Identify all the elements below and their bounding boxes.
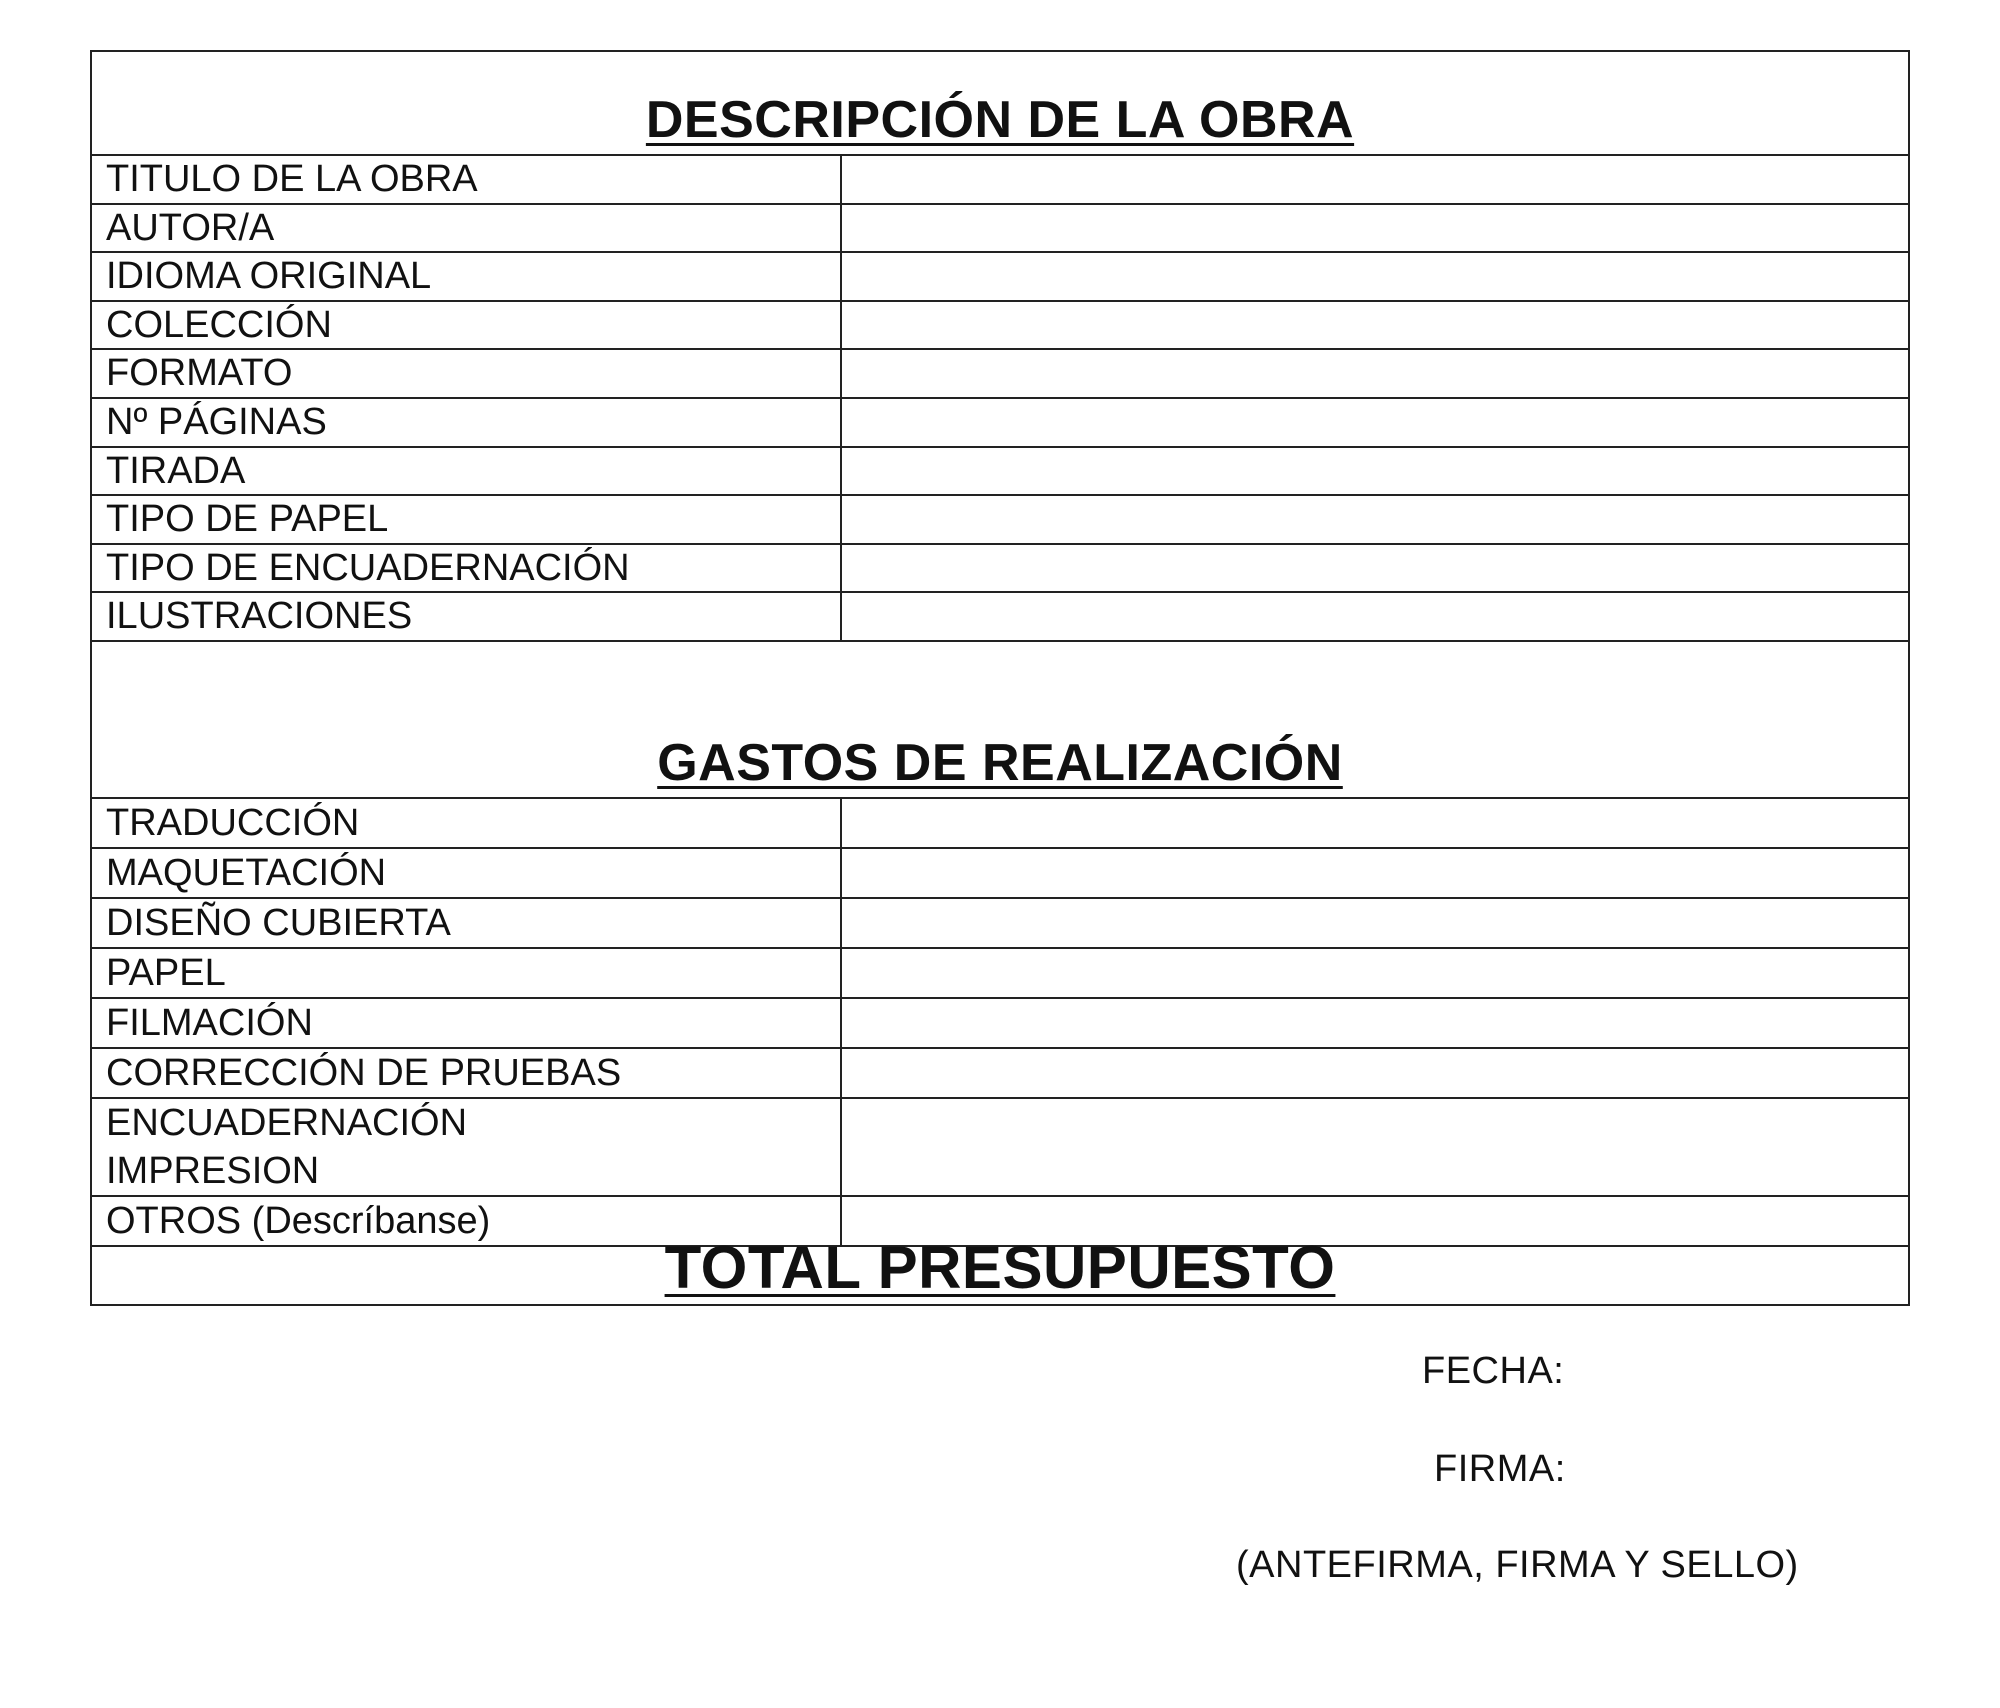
- row-label: AUTOR/A: [92, 205, 842, 252]
- signature-block: [0, 1340, 2000, 1640]
- form-row-encuadernacion-impresion: [92, 1099, 1908, 1197]
- section-header-total: [92, 1192, 1908, 1308]
- row-value-field[interactable]: [842, 496, 1908, 543]
- antefirma-label: (ANTEFIRMA, FIRMA Y SELLO): [1236, 1544, 1799, 1586]
- form-row-diseno-cubierta: [92, 899, 1908, 949]
- row-label: OTROS (Descríbanse): [92, 1197, 842, 1245]
- form-row-papel: [92, 949, 1908, 999]
- budget-form-table: [90, 50, 1910, 1306]
- row-label: FORMATO: [92, 350, 842, 397]
- fecha-label: FECHA:: [1422, 1350, 1565, 1392]
- row-label: COLECCIÓN: [92, 302, 842, 349]
- gastos-rows: [92, 799, 1908, 1247]
- row-label: TRADUCCIÓN: [92, 799, 842, 847]
- form-row-coleccion: [92, 302, 1908, 351]
- firma-label: FIRMA:: [1434, 1448, 1566, 1490]
- form-row-filmacion: [92, 999, 1908, 1049]
- row-value-field[interactable]: [842, 350, 1908, 397]
- row-label: ILUSTRACIONES: [92, 593, 842, 640]
- form-row-autor: [92, 205, 1908, 254]
- row-value-field[interactable]: [842, 302, 1908, 349]
- form-row-traduccion: [92, 799, 1908, 849]
- form-row-paginas: [92, 399, 1908, 448]
- form-row-maquetacion: [92, 849, 1908, 899]
- row-label: TIPO DE ENCUADERNACIÓN: [92, 545, 842, 592]
- form-row-formato: [92, 350, 1908, 399]
- row-value-field[interactable]: [842, 799, 1908, 847]
- row-label: CORRECCIÓN DE PRUEBAS: [92, 1049, 842, 1097]
- row-label: DISEÑO CUBIERTA: [92, 899, 842, 947]
- row-value-field[interactable]: [842, 1049, 1908, 1097]
- row-value-field[interactable]: [842, 448, 1908, 495]
- row-label: ENCUADERNACIÓN IMPRESION: [92, 1099, 842, 1195]
- row-label: TITULO DE LA OBRA: [92, 156, 842, 203]
- row-value-field[interactable]: [842, 1099, 1908, 1195]
- row-value-field[interactable]: [842, 849, 1908, 897]
- row-value-field[interactable]: [842, 205, 1908, 252]
- row-label: TIRADA: [92, 448, 842, 495]
- row-label: TIPO DE PAPEL: [92, 496, 842, 543]
- form-row-tirada: [92, 448, 1908, 497]
- section-header-gastos: [92, 642, 1908, 799]
- form-row-idioma: [92, 253, 1908, 302]
- section-title-total: TOTAL PRESUPUESTO: [664, 1234, 1336, 1301]
- row-value-field[interactable]: [842, 399, 1908, 446]
- descripcion-rows: [92, 156, 1908, 642]
- row-value-field[interactable]: [842, 156, 1908, 203]
- row-value-field[interactable]: [842, 999, 1908, 1047]
- row-label: PAPEL: [92, 949, 842, 997]
- row-value-field[interactable]: [842, 899, 1908, 947]
- section-header-descripcion: [92, 52, 1908, 156]
- row-label: FILMACIÓN: [92, 999, 842, 1047]
- form-row-encuadernacion: [92, 545, 1908, 594]
- section-title-descripcion: DESCRIPCIÓN DE LA OBRA: [645, 91, 1355, 149]
- row-value-field[interactable]: [842, 253, 1908, 300]
- section-title-gastos: GASTOS DE REALIZACIÓN: [657, 734, 1343, 792]
- form-row-ilustraciones: [92, 593, 1908, 642]
- row-value-field[interactable]: [842, 949, 1908, 997]
- row-value-field[interactable]: [842, 593, 1908, 640]
- row-label: MAQUETACIÓN: [92, 849, 842, 897]
- form-row-correccion: [92, 1049, 1908, 1099]
- form-row-tipo-papel: [92, 496, 1908, 545]
- form-row-titulo: [92, 156, 1908, 205]
- row-label: Nº PÁGINAS: [92, 399, 842, 446]
- row-label: IDIOMA ORIGINAL: [92, 253, 842, 300]
- row-value-field[interactable]: [842, 545, 1908, 592]
